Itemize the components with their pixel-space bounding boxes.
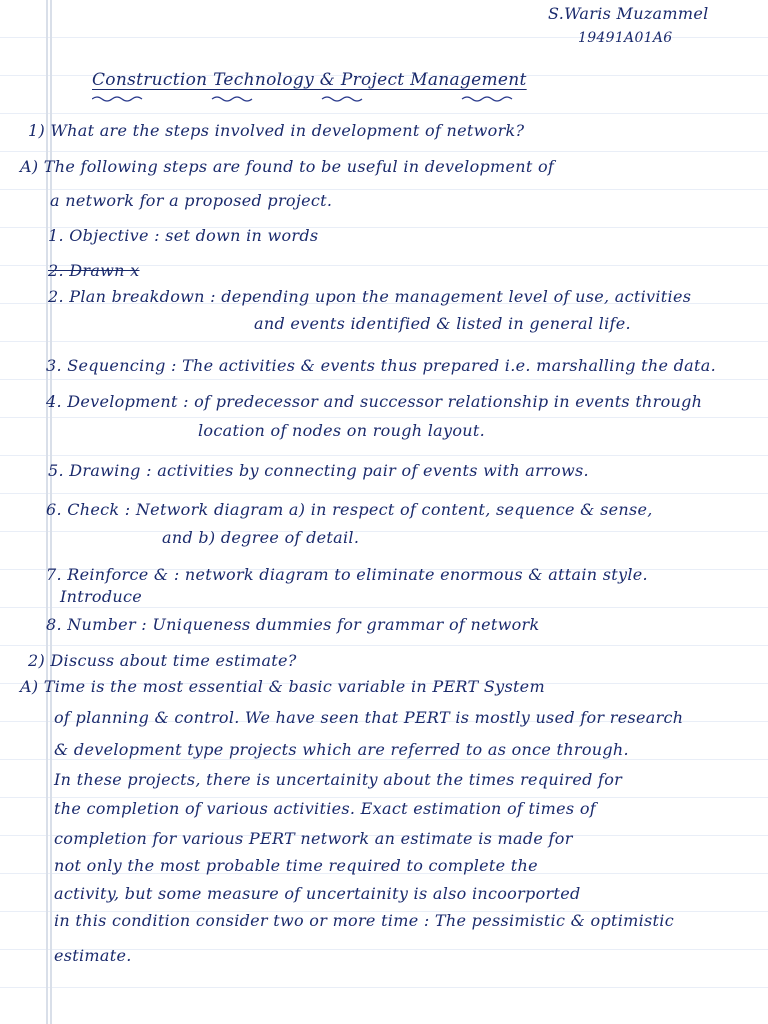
handwritten-line: 2) Discuss about time estimate? (28, 651, 297, 670)
handwritten-line: 6. Check : Network diagram a) in respect of content, sequence & sense, (46, 500, 653, 519)
handwritten-line: 2. Plan breakdown : depending upon the management level of use, activities (48, 287, 692, 306)
handwritten-line: location of nodes on rough layout. (198, 421, 485, 440)
handwritten-line: Introduce (60, 587, 143, 606)
handwritten-line: 5. Drawing : activities by connecting pair of events with arrows. (48, 461, 589, 480)
handwritten-line: 1) What are the steps involved in development of network? (28, 121, 525, 140)
handwritten-line: 4. Development : of predecessor and successor relationship in events through (46, 392, 703, 411)
handwritten-line: 7. Reinforce & : network diagram to eliminate enormous & attain style. (46, 565, 648, 584)
handwritten-line: a network for a proposed project. (50, 191, 333, 210)
handwritten-line: activity, but some measure of uncertainity is also incoorported (54, 884, 581, 903)
handwritten-line: 8. Number : Uniqueness dummies for grammar of network (46, 615, 540, 634)
title-underline-squiggle (92, 94, 542, 104)
student-name: S.Waris Muzammel (548, 4, 709, 23)
handwritten-line: & development type projects which are referred to as once through. (54, 740, 629, 759)
handwritten-line: 3. Sequencing : The activities & events thus prepared i.e. marshalling the data. (46, 356, 716, 375)
handwritten-line: and b) degree of detail. (162, 528, 360, 547)
handwritten-line: 2. Drawn x (48, 261, 140, 280)
roll-number: 19491A01A6 (578, 30, 673, 46)
handwritten-line: A) Time is the most essential & basic variable in PERT System (20, 677, 545, 696)
handwritten-line: completion for various PERT network an estimate is made for (54, 829, 573, 848)
handwritten-line: the completion of various activities. Exact estimation of times of (54, 799, 596, 818)
handwritten-line: and events identified & listed in general life. (254, 314, 631, 333)
page-title: Construction Technology & Project Management (92, 70, 527, 90)
handwritten-line: not only the most probable time required to complete the (54, 856, 538, 875)
handwritten-line: in this condition consider two or more time : The pessimistic & optimistic (54, 911, 674, 930)
handwritten-line: In these projects, there is uncertainity about the times required for (54, 770, 623, 789)
handwritten-line: estimate. (54, 946, 132, 965)
handwritten-line: of planning & control. We have seen that PERT is mostly used for research (54, 708, 684, 727)
handwritten-line: A) The following steps are found to be useful in development of (20, 157, 555, 176)
handwritten-line: 1. Objective : set down in words (48, 226, 319, 245)
